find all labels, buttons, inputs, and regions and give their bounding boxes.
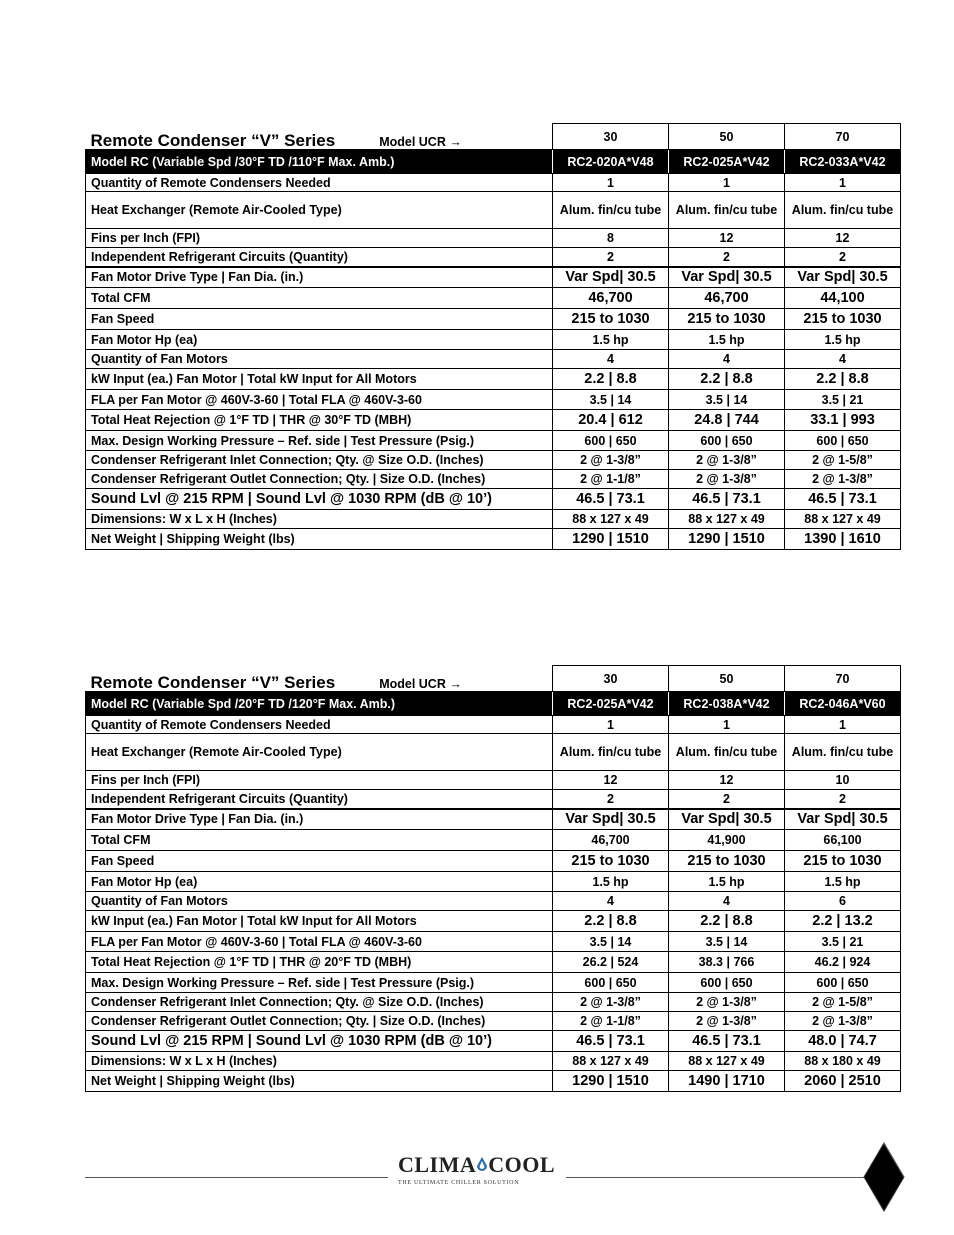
table-row	[86, 229, 901, 248]
table-row	[86, 369, 901, 390]
row-value: 46.5 | 73.1	[669, 1031, 785, 1052]
table-row	[86, 734, 901, 771]
row-value: 66,100	[785, 830, 901, 851]
row-value: 1290 | 1510	[553, 1071, 669, 1092]
row-value: 600 | 650	[669, 973, 785, 993]
row-label: Total CFM	[86, 830, 553, 851]
row-value: 2.2 | 8.8	[669, 911, 785, 932]
table-row	[86, 932, 901, 952]
row-value: 2 @ 1-1/8”	[553, 1012, 669, 1031]
row-value: 215 to 1030	[785, 309, 901, 330]
row-value: 2.2 | 8.8	[553, 369, 669, 390]
model-ucr-50: 50	[669, 124, 785, 150]
row-value: 4	[669, 350, 785, 369]
row-value: 1	[669, 716, 785, 734]
droplet-icon	[476, 1153, 488, 1167]
row-value: 1	[553, 716, 669, 734]
row-value: 46.2 | 924	[785, 952, 901, 973]
table-row	[86, 410, 901, 431]
row-label: Fan Motor Hp (ea)	[86, 872, 553, 892]
row-value: 46,700	[669, 288, 785, 309]
row-value: 215 to 1030	[669, 309, 785, 330]
row-label: kW Input (ea.) Fan Motor | Total kW Input for All Motors	[86, 911, 553, 932]
row-value: 3.5 | 14	[669, 390, 785, 410]
table-row	[86, 451, 901, 470]
row-value: 46.5 | 73.1	[785, 489, 901, 510]
row-label: Fan Motor Drive Type | Fan Dia. (in.)	[86, 267, 553, 288]
table-row	[86, 1031, 901, 1052]
table-row	[86, 267, 901, 288]
row-value: 600 | 650	[785, 973, 901, 993]
row-value: 88 x 127 x 49	[669, 510, 785, 529]
spec-table-2	[85, 665, 901, 1092]
table-row	[86, 390, 901, 410]
row-value: 215 to 1030	[553, 851, 669, 872]
row-label: Fan Motor Drive Type | Fan Dia. (in.)	[86, 809, 553, 830]
row-value: 12	[785, 229, 901, 248]
row-label: Total Heat Rejection @ 1°F TD | THR @ 30°F TD (MBH)	[86, 410, 553, 431]
table-row	[86, 1012, 901, 1031]
table-row	[86, 911, 901, 932]
row-value: 600 | 650	[669, 431, 785, 451]
row-label: Fan Speed	[86, 851, 553, 872]
row-value: 3.5 | 14	[553, 932, 669, 952]
row-value: 2 @ 1-1/8”	[553, 470, 669, 489]
row-value: 1.5 hp	[785, 872, 901, 892]
table-row	[86, 993, 901, 1012]
row-value: 48.0 | 74.7	[785, 1031, 901, 1052]
row-value: 2 @ 1-5/8”	[785, 993, 901, 1012]
row-value: 215 to 1030	[669, 851, 785, 872]
table-row	[86, 952, 901, 973]
row-value: Var Spd| 30.5	[669, 267, 785, 288]
row-value: 2 @ 1-3/8”	[553, 451, 669, 470]
row-value: 1.5 hp	[669, 330, 785, 350]
row-value: 2.2 | 8.8	[785, 369, 901, 390]
row-value: 88 x 127 x 49	[553, 510, 669, 529]
table-title: Remote Condenser “V” Series Model UCR →	[86, 124, 553, 150]
row-value: 46,700	[553, 830, 669, 851]
table-row	[86, 830, 901, 851]
row-label: Quantity of Remote Condensers Needed	[86, 716, 553, 734]
row-value: 12	[553, 771, 669, 790]
diamond-icon	[862, 1142, 906, 1212]
row-value: 33.1 | 993	[785, 410, 901, 431]
row-value: 44,100	[785, 288, 901, 309]
row-label: Dimensions: W x L x H (Inches)	[86, 510, 553, 529]
row-label: Quantity of Fan Motors	[86, 350, 553, 369]
row-value: 2 @ 1-3/8”	[669, 1012, 785, 1031]
row-value: 26.2 | 524	[553, 952, 669, 973]
row-label: kW Input (ea.) Fan Motor | Total kW Input for All Motors	[86, 369, 553, 390]
table-row	[86, 771, 901, 790]
row-value: 2 @ 1-3/8”	[785, 470, 901, 489]
row-value: 2	[785, 248, 901, 267]
table-row	[86, 1071, 901, 1092]
row-label: Fins per Inch (FPI)	[86, 771, 553, 790]
spec-table-1	[85, 123, 901, 550]
table-row	[86, 489, 901, 510]
table-row	[86, 1052, 901, 1071]
row-label: Heat Exchanger (Remote Air-Cooled Type)	[86, 734, 553, 771]
row-value: 1	[669, 174, 785, 192]
row-value: 2.2 | 8.8	[669, 369, 785, 390]
row-value: 88 x 127 x 49	[785, 510, 901, 529]
table-row	[86, 309, 901, 330]
row-value: 10	[785, 771, 901, 790]
row-value: Var Spd| 30.5	[785, 267, 901, 288]
row-label: Condenser Refrigerant Outlet Connection; Qty. | Size O.D. (Inches)	[86, 470, 553, 489]
row-value: 2	[669, 790, 785, 809]
row-value: 3.5 | 14	[669, 932, 785, 952]
row-label: Independent Refrigerant Circuits (Quantity)	[86, 790, 553, 809]
row-value: Alum. fin/cu tube	[553, 734, 669, 771]
table-row	[86, 716, 901, 734]
row-value: 2 @ 1-3/8”	[669, 993, 785, 1012]
row-value: 1	[785, 716, 901, 734]
row-value: 1	[785, 174, 901, 192]
row-value: 4	[553, 892, 669, 911]
row-label: Dimensions: W x L x H (Inches)	[86, 1052, 553, 1071]
row-value: 41,900	[669, 830, 785, 851]
row-value: 600 | 650	[553, 973, 669, 993]
table-row	[86, 851, 901, 872]
row-value: Alum. fin/cu tube	[669, 192, 785, 229]
row-value: Var Spd| 30.5	[669, 809, 785, 830]
row-value: 4	[785, 350, 901, 369]
row-value: 38.3 | 766	[669, 952, 785, 973]
row-value: 46,700	[553, 288, 669, 309]
row-label: Condenser Refrigerant Inlet Connection; Qty. @ Size O.D. (Inches)	[86, 993, 553, 1012]
row-value: Var Spd| 30.5	[553, 809, 669, 830]
row-label: Sound Lvl @ 215 RPM | Sound Lvl @ 1030 RPM (dB @ 10’)	[86, 1031, 553, 1052]
row-value: 1.5 hp	[785, 330, 901, 350]
model-rc-value: RC2-025A*V42	[553, 692, 669, 716]
table-title: Remote Condenser “V” Series Model UCR →	[86, 666, 553, 692]
model-rc-label: Model RC (Variable Spd /20°F TD /120°F Max. Amb.)	[86, 692, 553, 716]
table-row	[86, 872, 901, 892]
row-value: Alum. fin/cu tube	[785, 734, 901, 771]
row-value: 88 x 127 x 49	[669, 1052, 785, 1071]
model-ucr-70: 70	[785, 666, 901, 692]
arrow-right-icon: →	[449, 135, 462, 149]
table-row	[86, 248, 901, 267]
row-label: Condenser Refrigerant Inlet Connection; Qty. @ Size O.D. (Inches)	[86, 451, 553, 470]
row-label: FLA per Fan Motor @ 460V-3-60 | Total FLA @ 460V-3-60	[86, 932, 553, 952]
row-label: Sound Lvl @ 215 RPM | Sound Lvl @ 1030 RPM (dB @ 10’)	[86, 489, 553, 510]
row-label: Max. Design Working Pressure – Ref. side | Test Pressure (Psig.)	[86, 973, 553, 993]
row-value: 2	[553, 790, 669, 809]
row-value: 1290 | 1510	[553, 529, 669, 550]
row-value: 46.5 | 73.1	[553, 489, 669, 510]
row-value: 215 to 1030	[785, 851, 901, 872]
table-row	[86, 330, 901, 350]
model-ucr-30: 30	[553, 124, 669, 150]
table-row	[86, 529, 901, 550]
table-row	[86, 892, 901, 911]
footer-divider-left	[85, 1177, 388, 1178]
row-label: Quantity of Fan Motors	[86, 892, 553, 911]
row-value: 1390 | 1610	[785, 529, 901, 550]
row-value: 2.2 | 8.8	[553, 911, 669, 932]
model-ucr-70: 70	[785, 124, 901, 150]
table-row	[86, 431, 901, 451]
row-value: 2 @ 1-5/8”	[785, 451, 901, 470]
row-value: 1	[553, 174, 669, 192]
row-value: 2	[785, 790, 901, 809]
row-value: 2060 | 2510	[785, 1071, 901, 1092]
model-ucr-30: 30	[553, 666, 669, 692]
row-label: Fan Speed	[86, 309, 553, 330]
row-value: 12	[669, 229, 785, 248]
model-rc-label: Model RC (Variable Spd /30°F TD /110°F Max. Amb.)	[86, 150, 553, 174]
model-rc-value: RC2-046A*V60	[785, 692, 901, 716]
row-value: 2 @ 1-3/8”	[669, 451, 785, 470]
row-value: 2 @ 1-3/8”	[785, 1012, 901, 1031]
row-value: Var Spd| 30.5	[785, 809, 901, 830]
row-label: Heat Exchanger (Remote Air-Cooled Type)	[86, 192, 553, 229]
row-value: 20.4 | 612	[553, 410, 669, 431]
row-value: 2 @ 1-3/8”	[669, 470, 785, 489]
row-value: 3.5 | 14	[553, 390, 669, 410]
table-row	[86, 973, 901, 993]
table-row	[86, 288, 901, 309]
row-label: Net Weight | Shipping Weight (lbs)	[86, 529, 553, 550]
row-value: 12	[669, 771, 785, 790]
row-value: 3.5 | 21	[785, 390, 901, 410]
climacool-logo: CLIMA COOL THE ULTIMATE CHILLER SOLUTION	[398, 1152, 556, 1186]
row-label: Max. Design Working Pressure – Ref. side | Test Pressure (Psig.)	[86, 431, 553, 451]
row-label: Total Heat Rejection @ 1°F TD | THR @ 20°F TD (MBH)	[86, 952, 553, 973]
row-value: Var Spd| 30.5	[553, 267, 669, 288]
row-value: 46.5 | 73.1	[553, 1031, 669, 1052]
row-value: 2 @ 1-3/8”	[553, 993, 669, 1012]
row-value: 1490 | 1710	[669, 1071, 785, 1092]
table-row	[86, 790, 901, 809]
row-label: Fins per Inch (FPI)	[86, 229, 553, 248]
row-value: 1.5 hp	[553, 330, 669, 350]
table-row	[86, 192, 901, 229]
row-value: 46.5 | 73.1	[669, 489, 785, 510]
row-label: Condenser Refrigerant Outlet Connection; Qty. | Size O.D. (Inches)	[86, 1012, 553, 1031]
row-value: 88 x 180 x 49	[785, 1052, 901, 1071]
row-label: Independent Refrigerant Circuits (Quantity)	[86, 248, 553, 267]
table-row	[86, 350, 901, 369]
model-rc-value: RC2-033A*V42	[785, 150, 901, 174]
row-value: 600 | 650	[785, 431, 901, 451]
row-value: 6	[785, 892, 901, 911]
row-value: 88 x 127 x 49	[553, 1052, 669, 1071]
row-value: 4	[669, 892, 785, 911]
row-label: Net Weight | Shipping Weight (lbs)	[86, 1071, 553, 1092]
row-label: FLA per Fan Motor @ 460V-3-60 | Total FLA @ 460V-3-60	[86, 390, 553, 410]
row-value: 1.5 hp	[553, 872, 669, 892]
row-value: Alum. fin/cu tube	[553, 192, 669, 229]
arrow-right-icon: →	[449, 677, 462, 691]
table-row	[86, 174, 901, 192]
row-value: 4	[553, 350, 669, 369]
row-label: Fan Motor Hp (ea)	[86, 330, 553, 350]
row-value: 600 | 650	[553, 431, 669, 451]
row-value: 215 to 1030	[553, 309, 669, 330]
table-row	[86, 809, 901, 830]
model-ucr-50: 50	[669, 666, 785, 692]
model-rc-value: RC2-025A*V42	[669, 150, 785, 174]
row-label: Total CFM	[86, 288, 553, 309]
model-rc-value: RC2-020A*V48	[553, 150, 669, 174]
row-value: 24.8 | 744	[669, 410, 785, 431]
row-value: Alum. fin/cu tube	[669, 734, 785, 771]
row-label: Quantity of Remote Condensers Needed	[86, 174, 553, 192]
row-value: 1.5 hp	[669, 872, 785, 892]
row-value: 1290 | 1510	[669, 529, 785, 550]
row-value: 2	[669, 248, 785, 267]
table-row	[86, 470, 901, 489]
footer-divider-right	[566, 1177, 866, 1178]
row-value: 3.5 | 21	[785, 932, 901, 952]
row-value: 2	[553, 248, 669, 267]
table-row	[86, 510, 901, 529]
model-rc-value: RC2-038A*V42	[669, 692, 785, 716]
row-value: 8	[553, 229, 669, 248]
row-value: Alum. fin/cu tube	[785, 192, 901, 229]
row-value: 2.2 | 13.2	[785, 911, 901, 932]
